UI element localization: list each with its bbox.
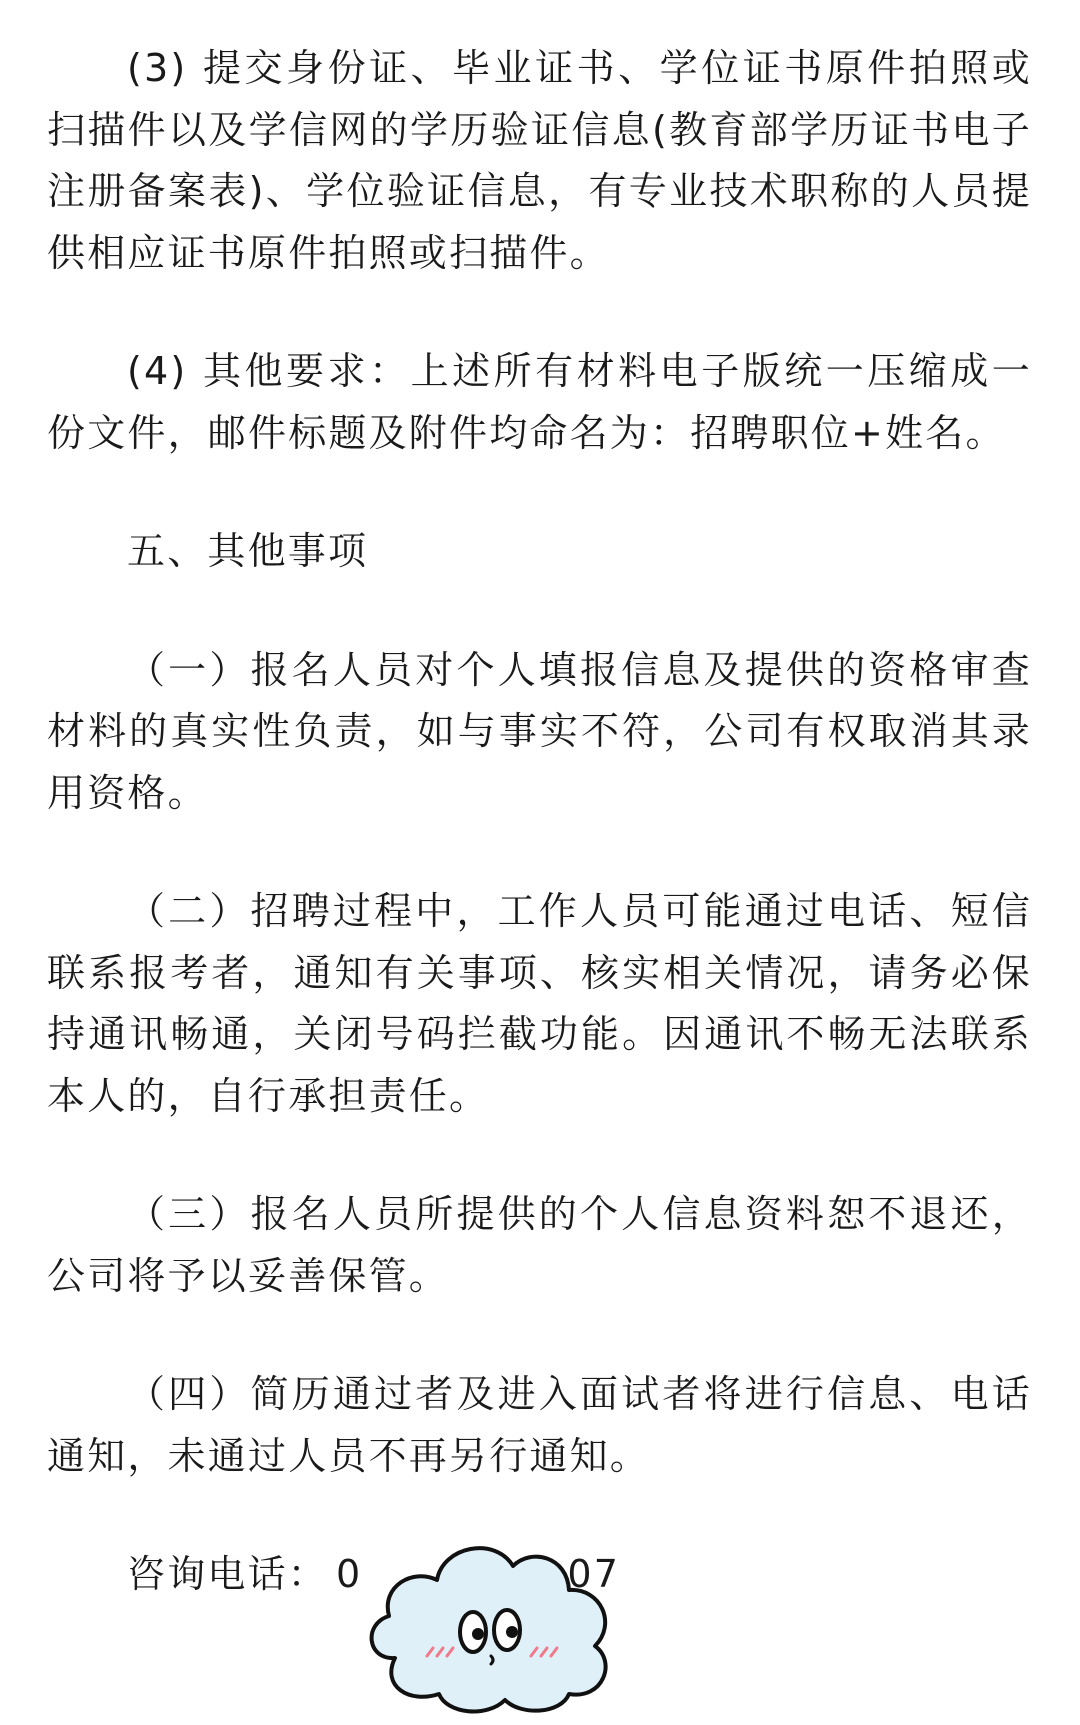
section-heading-other-matters: 五、其他事项 (127, 529, 369, 573)
paragraph-two: （二）招聘过程中，工作人员可能通过电话、短信联系报考者，通知有关事项、核实相关情况，请务必保持通讯畅通，关闭号码拦截功能。因通讯不畅无法联系本人的，自行承担责任。 (47, 889, 1032, 1118)
cloud-body (372, 1548, 606, 1711)
contact-label: 咨询电话： (127, 1552, 329, 1596)
paragraph-one: （一）报名人员对个人填报信息及提供的资格审查材料的真实性负责，如与事实不符，公司有权取消其录用资格。 (47, 647, 1032, 815)
paragraph-item-3: (3) 提交身份证、毕业证书、学位证书原件拍照或扫描件以及学信网的学历验证信息(教育部学历证书电子注册备案表)、学位验证信息，有专业技术职称的人员提供相应证书原件拍照或扫描件。 (47, 46, 1032, 275)
contact-number-end: 07 (567, 1552, 621, 1596)
paragraph-item-4: (4) 其他要求：上述所有材料电子版统一压缩成一份文件，邮件标题及附件均命名为：招聘职位+姓名。 (47, 349, 1032, 455)
paragraph-four: （四）简历通过者及进入面试者将进行信息、电话通知，未通过人员不再另行通知。 (47, 1372, 1032, 1478)
right-pupil (506, 1626, 518, 1638)
document-body (47, 38, 1032, 1606)
paragraph-three: （三）报名人员所提供的个人信息资料恕不退还，公司将予以妥善保管。 (47, 1192, 1032, 1298)
contact-number-start: 0 (336, 1552, 363, 1596)
left-pupil (472, 1628, 484, 1640)
cloud-face-icon (355, 1528, 620, 1718)
